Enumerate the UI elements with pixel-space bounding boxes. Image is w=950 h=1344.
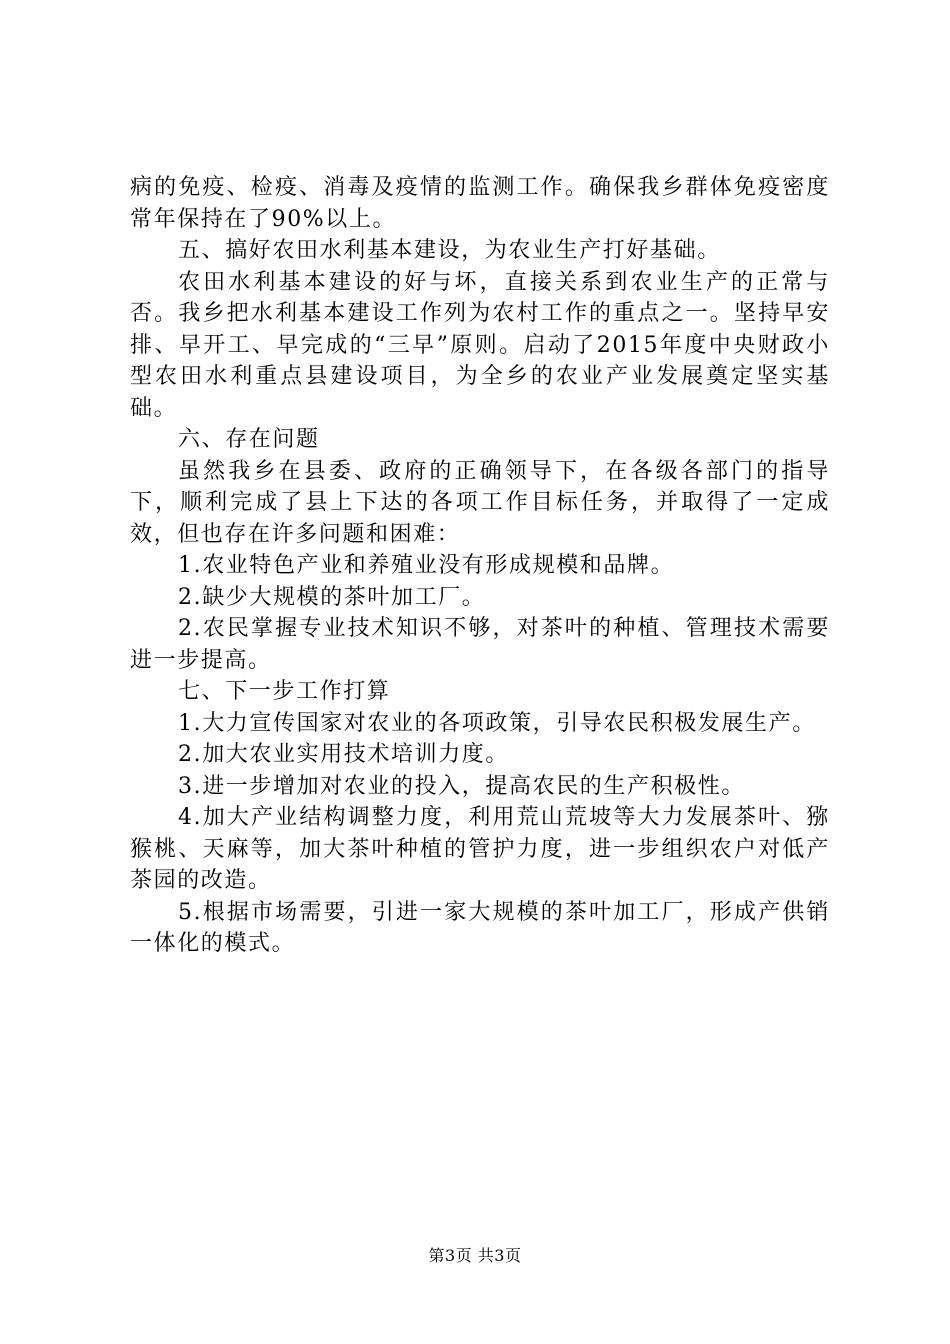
heading-section-6: 六、存在问题 bbox=[178, 427, 320, 452]
page-number-label: 第3页 共3页 bbox=[428, 1246, 522, 1265]
paragraph-3: 虽然我乡在县委、政府的正确领导下，在各级各部门的指导下，顺利完成了县上下达的各项工作目标任务，并取得了一定成效，但也存在许多问题和困难： bbox=[130, 458, 830, 547]
list-item-plan-4: 4.加大产业结构调整力度，利用荒山荒坡等大力发展茶叶、猕猴桃、天麻等，加大茶叶种植的管护力度，进一步组织农户对低产茶园的改造。 bbox=[130, 805, 830, 893]
list-item-problem-1: 1.农业特色产业和养殖业没有形成规模和品牌。 bbox=[178, 553, 675, 578]
heading-section-7: 七、下一步工作打算 bbox=[178, 679, 391, 704]
page-footer bbox=[0, 1246, 950, 1266]
list-item-plan-2: 2.加大农业实用技术培训力度。 bbox=[178, 742, 509, 767]
list-item-plan-5: 5.根据市场需要，引进一家大规模的茶叶加工厂，形成产供销一体化的模式。 bbox=[130, 899, 830, 956]
list-item-problem-2: 2.缺少大规模的茶叶加工厂。 bbox=[178, 584, 486, 610]
list-item-plan-3: 3.进一步增加对农业的投入，提高农民的生产积极性。 bbox=[178, 773, 745, 799]
paragraph-2: 农田水利基本建设的好与坏，直接关系到农业生产的正常与否。我乡把水利基本建设工作列为农村工作的重点之一。坚持早安排、早开工、早完成的“三早”原则。启动了2015年度中央财政小型农田水利重点县建设项目，为全乡的农业产业发展奠定坚实基础。 bbox=[130, 269, 830, 421]
paragraph-1: 病的免疫、检疫、消毒及疫情的监测工作。确保我乡群体免疫密度常年保持在了90%以上。 bbox=[130, 175, 830, 232]
document-body bbox=[130, 172, 830, 960]
list-item-problem-3: 2.农民掌握专业技术知识不够，对茶叶的种植、管理技术需要进一步提高。 bbox=[130, 616, 830, 673]
list-item-plan-1: 1.大力宣传国家对农业的各项政策，引导农民积极发展生产。 bbox=[178, 710, 816, 736]
heading-section-5: 五、搞好农田水利基本建设，为农业生产打好基础。 bbox=[178, 238, 721, 263]
